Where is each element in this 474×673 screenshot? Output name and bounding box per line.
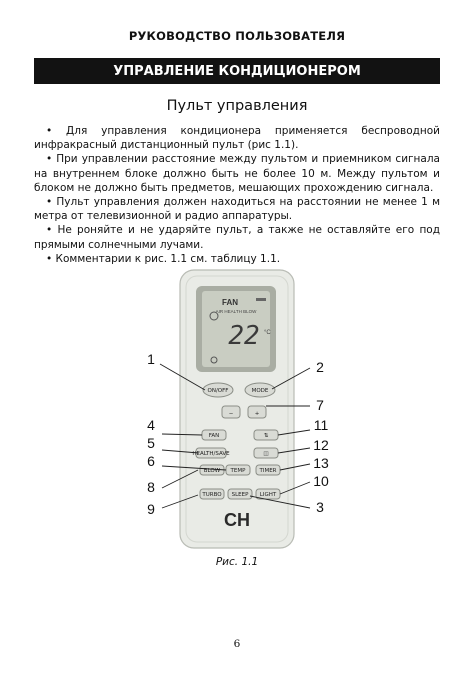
figure-caption: Рис. 1.1 [215, 556, 259, 568]
callout-number: 3 [316, 499, 324, 515]
lcd-temperature: 22 [228, 321, 260, 351]
svg-text:MODE: MODE [251, 388, 269, 394]
svg-text:TURBO: TURBO [202, 492, 222, 498]
mode-button[interactable] [245, 383, 275, 397]
svg-text:BLOW: BLOW [203, 468, 221, 474]
timer-button[interactable] [256, 465, 280, 475]
remote-figure [0, 264, 474, 554]
callout-number: 1 [147, 351, 155, 367]
sleep-button[interactable] [228, 489, 252, 499]
callout-number: 6 [147, 453, 155, 469]
paragraph: • Не роняйте и не ударяйте пульт, а также не оставляйте его под прямыми солнечными лучами. [34, 224, 440, 251]
svg-text:SLEEP: SLEEP [231, 492, 249, 498]
callout-number: 10 [313, 473, 329, 489]
svg-text:FAN: FAN [208, 433, 220, 439]
callout-number: 2 [316, 359, 324, 375]
paragraph: • При управлении расстояние между пультом и приемником сигнала на внутреннем блоке должно быть не более 10 м. Между пультом и блоком не должно быть предметов, мешающих прохождению сигнала. [34, 153, 440, 194]
lcd-modes-label: AIR HEALTH BLOW [215, 309, 257, 314]
subtitle: Пульт управления [166, 98, 308, 114]
lcd-signal-icon [256, 298, 266, 301]
lcd-unit: °C [264, 330, 271, 336]
paragraph: • Комментарии к рис. 1.1 см. таблицу 1.1. [46, 252, 281, 265]
section-title-bar [34, 58, 440, 84]
temperature-down-button[interactable] [222, 406, 240, 418]
page-number: 6 [233, 638, 241, 650]
callout-number: 5 [147, 435, 155, 451]
callout-number: 9 [147, 501, 155, 517]
svg-text:−: − [228, 411, 234, 417]
section-title: УПРАВЛЕНИЕ КОНДИЦИОНЕРОМ [113, 63, 361, 79]
paragraph: • Для управления кондиционера применяется беспроводной инфракрасный дистанционный пульт (рис 1.1). [34, 125, 440, 152]
lcd-fan-label: FAN [222, 298, 238, 307]
brand-logo: CH [224, 510, 250, 530]
svg-text:HEALTH/SAVE: HEALTH/SAVE [192, 451, 230, 457]
svg-text:TEMP: TEMP [230, 468, 246, 474]
svg-text:⇅: ⇅ [263, 433, 269, 439]
svg-text:◫: ◫ [263, 451, 269, 457]
callout-number: 7 [316, 397, 324, 413]
x-fan-button[interactable] [254, 448, 278, 458]
callout-number: 4 [147, 417, 155, 433]
fan-button[interactable] [202, 430, 226, 440]
temp-button[interactable] [226, 465, 250, 475]
callout-number: 13 [313, 455, 329, 471]
svg-text:TIMER: TIMER [259, 468, 277, 474]
on-off-button[interactable] [203, 383, 233, 397]
paragraph: • Пульт управления должен находиться на расстоянии не менее 1 м метра от телевизионной и радио аппаратуры. [34, 196, 440, 223]
callout-number: 8 [147, 479, 155, 495]
turbo-button[interactable] [200, 489, 224, 499]
svg-text:LIGHT: LIGHT [259, 492, 277, 498]
swing-button[interactable] [254, 430, 278, 440]
page-header: РУКОВОДСТВО ПОЛЬЗОВАТЕЛЯ [128, 29, 346, 43]
svg-text:+: + [254, 411, 260, 417]
svg-text:ON/OFF: ON/OFF [207, 388, 229, 394]
temperature-up-button[interactable] [248, 406, 266, 418]
callout-number: 11 [313, 417, 329, 433]
callout-number: 12 [313, 437, 329, 453]
body-text [34, 124, 440, 266]
